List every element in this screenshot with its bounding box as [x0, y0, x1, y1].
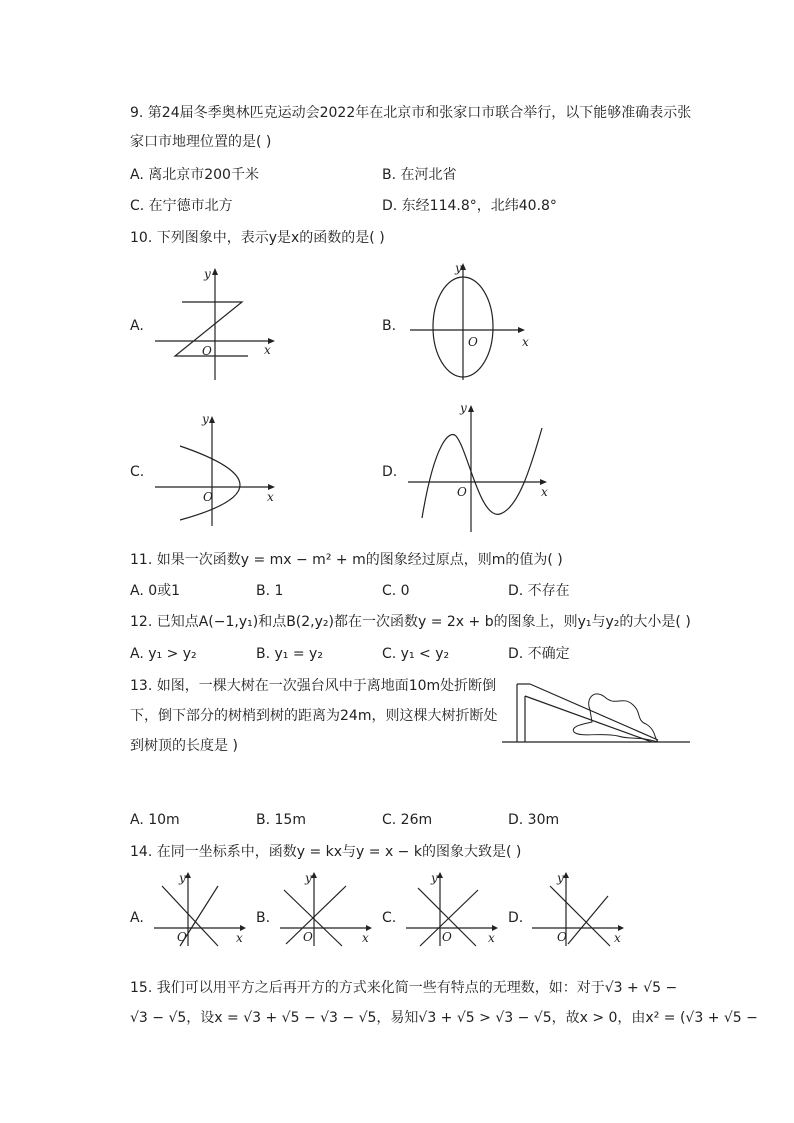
graph-a-origin-label: O [202, 344, 212, 358]
q14d-origin-label: O [557, 930, 567, 944]
q14-option-a-label: A. [130, 910, 144, 926]
q10-option-c-label: C. [130, 464, 145, 480]
q12-option-b: B. y₁ = y₂ [256, 646, 323, 662]
q14-option-c-label: C. [382, 910, 397, 926]
q14c-x-label: x [488, 931, 495, 945]
q13-option-d: D. 30m [508, 812, 560, 828]
q14-option-b-label: B. [256, 910, 271, 926]
q14-graph-a [150, 870, 250, 950]
q10-option-a-label: A. [130, 318, 144, 334]
q12-stem: 12. 已知点A(−1,y₁)和点B(2,y₂)都在一次函数y = 2x + b的图象上，则y₁与y₂的大小是( ) [130, 614, 691, 630]
q10-stem: 10. 下列图象中，表示y是x的函数的是( ) [130, 230, 385, 246]
q14b-y-label: y [305, 871, 312, 885]
q14d-y-label: y [557, 871, 564, 885]
q14c-origin-label: O [442, 930, 452, 944]
q11-option-d: D. 不存在 [508, 583, 570, 599]
q10-graph-c [150, 408, 285, 528]
q14-stem: 14. 在同一坐标系中，函数y = kx与y = x − k的图象大致是( ) [130, 844, 522, 860]
graph-a-y-label: y [204, 267, 211, 281]
q13-stem-line2: 下，倒下部分的树梢到树的距离为24m，则这棵大树折断处 [130, 708, 498, 724]
q11-option-b: B. 1 [256, 583, 284, 599]
q9-stem-line1: 9. 第24届冬季奥林匹克运动会2022年在北京市和张家口市联合举行，以下能够准确表示张 [130, 105, 692, 121]
q15-stem-line1: 15. 我们可以用平方之后再开方的方式来化简一些有特点的无理数，如：对于√3 + √5 − [130, 980, 678, 996]
graph-b-origin-label: O [468, 335, 478, 349]
q13-option-c: C. 26m [382, 812, 433, 828]
graph-b-x-label: x [522, 335, 529, 349]
q10-graph-b [400, 258, 540, 383]
q9-option-a: A. 离北京市200千米 [130, 167, 259, 183]
q12-option-c: C. y₁ < y₂ [382, 646, 450, 662]
q9-option-d: D. 东经114.8°，北纬40.8° [382, 198, 557, 214]
q12-option-d: D. 不确定 [508, 646, 570, 662]
q9-option-b: B. 在河北省 [382, 167, 457, 183]
q14a-x-label: x [236, 931, 243, 945]
q14-graph-c [402, 870, 502, 950]
graph-d-x-label: x [541, 485, 548, 499]
graph-c-x-label: x [267, 490, 274, 504]
q14-option-d-label: D. [508, 910, 524, 926]
q14d-x-label: x [614, 931, 621, 945]
q9-option-c: C. 在宁德市北方 [130, 198, 233, 214]
graph-a-x-label: x [264, 343, 271, 357]
q10-graph-a [150, 265, 280, 385]
q11-option-a: A. 0或1 [130, 583, 181, 599]
q14a-origin-label: O [177, 930, 187, 944]
q10-graph-d [400, 400, 560, 535]
q13-stem-line1: 13. 如图，一棵大树在一次强台风中于离地面10m处折断倒 [130, 678, 497, 694]
q10-option-d-label: D. [382, 464, 398, 480]
q13-option-a: A. 10m [130, 812, 180, 828]
q13-tree-figure [500, 676, 695, 748]
q13-option-b: B. 15m [256, 812, 306, 828]
graph-c-origin-label: O [203, 490, 213, 504]
q10-option-b-label: B. [382, 318, 397, 334]
q14-graph-d [528, 870, 628, 950]
graph-c-y-label: y [202, 412, 209, 426]
q14-graph-b [276, 870, 376, 950]
q13-stem-line3: 到树顶的长度是 ) [130, 738, 238, 754]
q14b-x-label: x [362, 931, 369, 945]
q14a-y-label: y [179, 871, 186, 885]
q14c-y-label: y [431, 871, 438, 885]
q11-stem: 11. 如果一次函数y = mx − m² + m的图象经过原点，则m的值为( ) [130, 552, 563, 568]
q11-option-c: C. 0 [382, 583, 410, 599]
q9-stem-line2: 家口市地理位置的是( ) [130, 134, 272, 150]
q14b-origin-label: O [303, 930, 313, 944]
q15-stem-line2: √3 − √5，设x = √3 + √5 − √3 − √5，易知√3 + √5 > √3 − √5，故x > 0，由x² = (√3 + √5 − [130, 1010, 758, 1026]
q12-option-a: A. y₁ > y₂ [130, 646, 197, 662]
graph-b-y-label: y [455, 261, 462, 275]
graph-d-y-label: y [460, 401, 467, 415]
graph-d-origin-label: O [457, 485, 467, 499]
